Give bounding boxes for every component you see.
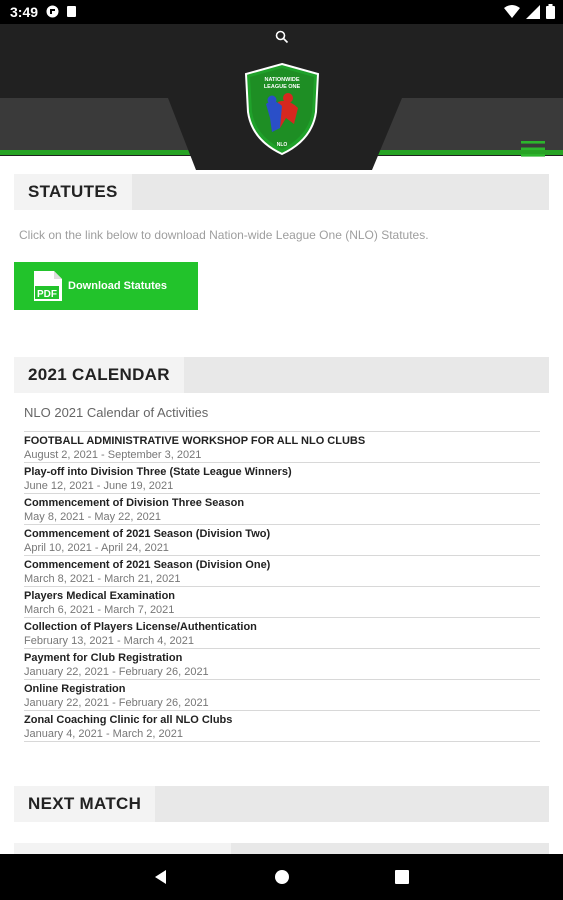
main-content <box>0 156 563 854</box>
nlo-logo[interactable] <box>244 62 320 156</box>
calendar-item-dates: April 10, 2021 - April 24, 2021 <box>24 542 169 554</box>
download-statutes-label: Download Statutes <box>68 280 168 292</box>
calendar-item-title: Play-off into Division Three (State League Winners) <box>24 466 292 478</box>
wifi-icon <box>504 5 520 19</box>
calendar-item-dates: January 22, 2021 - February 26, 2021 <box>24 697 209 709</box>
battery-icon <box>546 4 555 19</box>
svg-text:NATIONWIDE: NATIONWIDE <box>264 77 300 83</box>
statutes-intro: Click on the link below to download Nation-wide League One (NLO) Statutes. <box>19 228 429 242</box>
status-bar <box>0 0 563 24</box>
calendar-item[interactable] <box>24 680 540 711</box>
calendar-item-title: Online Registration <box>24 683 126 695</box>
notification-app-icon <box>46 5 59 18</box>
calendar-item-dates: August 2, 2021 - September 3, 2021 <box>24 449 202 461</box>
calendar-item-title: FOOTBALL ADMINISTRATIVE WORKSHOP FOR ALL NLO CLUBS <box>24 435 366 447</box>
calendar-item-title: Payment for Club Registration <box>24 652 183 664</box>
calendar-item[interactable] <box>24 525 540 556</box>
calendar-item-title: Commencement of Division Three Season <box>24 497 245 509</box>
search-icon[interactable] <box>275 30 289 44</box>
calendar-item[interactable] <box>24 463 540 494</box>
next-match-section-header <box>14 786 549 822</box>
calendar-item[interactable] <box>24 432 540 463</box>
pdf-badge-label: PDF <box>37 289 57 300</box>
svg-text:LEAGUE ONE: LEAGUE ONE <box>263 84 301 90</box>
calendar-item[interactable] <box>24 649 540 680</box>
calendar-item[interactable] <box>24 587 540 618</box>
pdf-icon <box>32 270 64 302</box>
calendar-section-header <box>14 357 549 393</box>
signal-icon <box>526 5 540 19</box>
download-statutes-button[interactable] <box>14 262 198 310</box>
calendar-item-title: Commencement of 2021 Season (Division Two) <box>24 528 271 540</box>
next-match-heading: NEXT MATCH <box>14 786 155 822</box>
calendar-item-title: Zonal Coaching Clinic for all NLO Clubs <box>24 714 233 726</box>
home-icon[interactable] <box>273 868 291 886</box>
calendar-item-dates: March 8, 2021 - March 21, 2021 <box>24 573 181 585</box>
system-nav-bar <box>0 854 563 900</box>
calendar-item-title: Players Medical Examination <box>24 590 176 602</box>
calendar-item-dates: February 13, 2021 - March 4, 2021 <box>24 635 194 647</box>
calendar-item[interactable] <box>24 556 540 587</box>
calendar-item-dates: May 8, 2021 - May 22, 2021 <box>24 511 161 523</box>
calendar-heading: 2021 CALENDAR <box>14 357 184 393</box>
calendar-item-dates: March 6, 2021 - March 7, 2021 <box>24 604 175 616</box>
back-icon[interactable] <box>152 868 170 886</box>
status-time: 3:49 <box>10 4 39 20</box>
statutes-heading: STATUTES <box>14 174 132 210</box>
calendar-item-dates: January 4, 2021 - March 2, 2021 <box>24 728 183 740</box>
calendar-item[interactable] <box>24 711 540 742</box>
calendar-item[interactable] <box>24 618 540 649</box>
svg-text:NLO: NLO <box>276 142 288 148</box>
calendar-item-title: Collection of Players License/Authentication <box>24 621 257 633</box>
calendar-item[interactable] <box>24 494 540 525</box>
site-header <box>0 24 563 156</box>
calendar-item-dates: January 22, 2021 - February 26, 2021 <box>24 666 209 678</box>
recents-icon[interactable] <box>393 868 411 886</box>
clipboard-icon <box>65 5 78 18</box>
calendar-subtitle: NLO 2021 Calendar of Activities <box>24 405 209 420</box>
calendar-item-title: Commencement of 2021 Season (Division One) <box>24 559 271 571</box>
calendar-list <box>24 431 540 742</box>
calendar-item-dates: June 12, 2021 - June 19, 2021 <box>24 480 174 492</box>
statutes-section-header <box>14 174 549 210</box>
